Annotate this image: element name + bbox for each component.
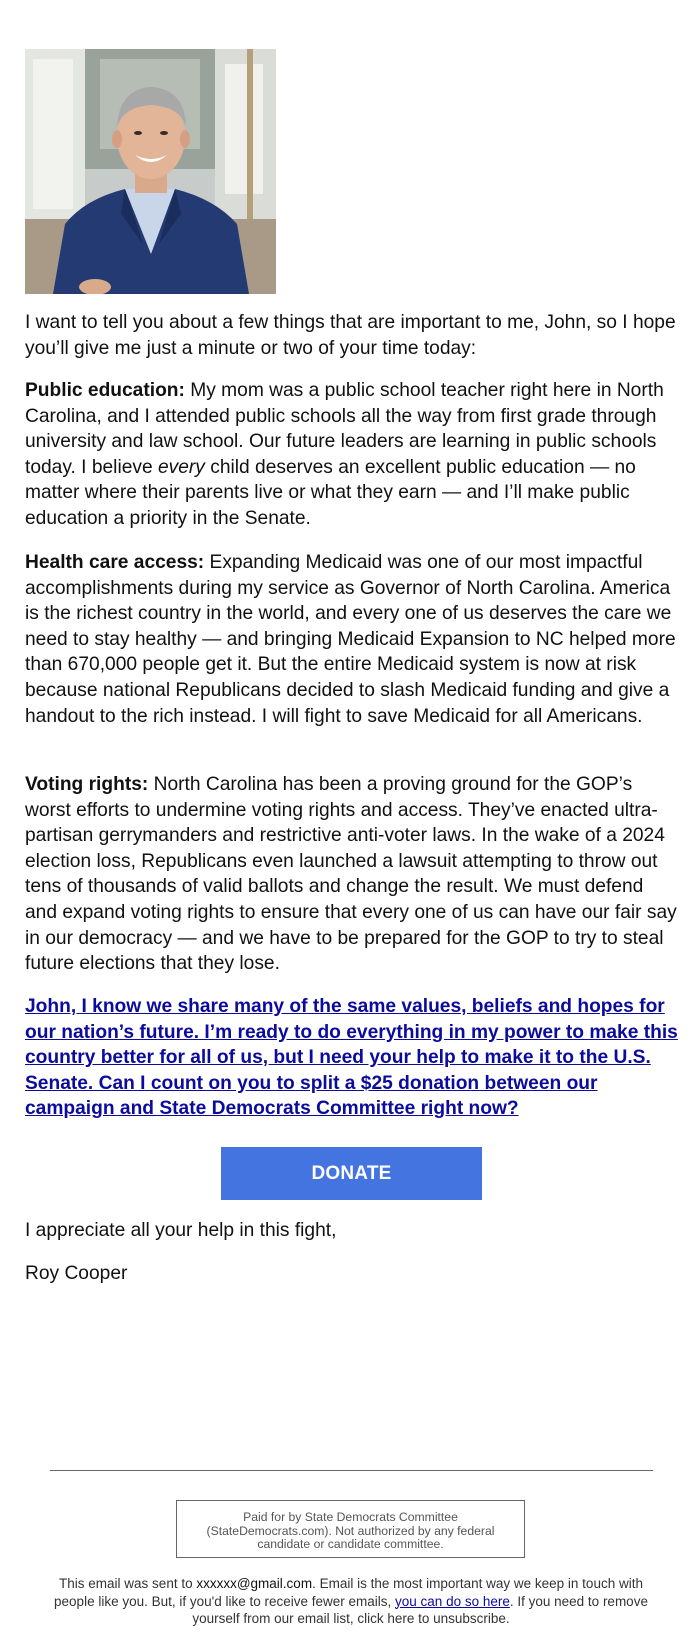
health-heading: Health care access: bbox=[25, 552, 205, 573]
footer-sent-prefix: This email was sent to bbox=[59, 1576, 197, 1591]
education-emphasis: every bbox=[157, 456, 205, 478]
education-text-after: child deserves an excellent public education — no matter where their parents live or what they earn — and I’ll make public education a priority in the Senate. bbox=[25, 456, 636, 529]
recipient-email: xxxxxx@gmail.com bbox=[196, 1576, 313, 1591]
signature: Roy Cooper bbox=[25, 1263, 128, 1284]
footer-sent-suffix: . If you need to remove yourself from our email list, click here to unsubscribe. bbox=[192, 1593, 648, 1626]
education-heading: Public education: bbox=[25, 380, 185, 401]
intro-text: I want to tell you about a few things that are important to me, John, so I hope you’ll give me just a minute or two of your time today: bbox=[25, 312, 676, 359]
portrait-illustration bbox=[25, 49, 276, 294]
fewer-emails-link[interactable]: you can do so here bbox=[395, 1593, 510, 1609]
ask-paragraph bbox=[25, 994, 680, 1122]
portrait-photo bbox=[25, 49, 276, 294]
appreciation-text: I appreciate all your help in this fight, bbox=[25, 1220, 337, 1241]
donation-ask-link[interactable]: John, I know we share many of the same values, beliefs and hopes for our nation’s future. I’m ready to do everything in my power to make this country better for all of us, but I need your help to make it to the U.S. Senate. Can I count on you to split a $25 donation between our campaign and State Democrats Committee right now? bbox=[25, 996, 678, 1120]
footer-notice bbox=[48, 1575, 654, 1628]
footer-divider bbox=[50, 1470, 653, 1471]
education-paragraph bbox=[25, 378, 680, 532]
health-paragraph bbox=[25, 550, 680, 729]
footer-sent-middle: . Email is the most important way we keep in touch with people like you. But, if you'd like to receive fewer emails, bbox=[54, 1576, 643, 1609]
education-text-before: My mom was a public school teacher right here in North Carolina, and I attended public schools all the way from first grade through university and law school. Our future leaders are learning in public schools today. I believe bbox=[25, 380, 664, 478]
paid-for-disclaimer bbox=[176, 1500, 525, 1558]
voting-heading: Voting rights: bbox=[25, 774, 149, 795]
donate-button[interactable]: DONATE bbox=[221, 1147, 482, 1200]
paid-for-text: Paid for by State Democrats Committee (StateDemocrats.com). Not authorized by any federal candidate or candidate committee. bbox=[206, 1510, 495, 1551]
voting-text: North Carolina has been a proving ground for the GOP’s worst efforts to undermine voting rights and access. They’ve enacted ultra-partisan gerrymanders and restrictive anti-voter laws. In the wake of a 2024 election loss, Republicans even launched a lawsuit attempting to throw out tens of thousands of valid ballots and change the result. We must defend and expand voting rights to ensure that every one of us can have our fair say in our democracy — and we have to be prepared for the GOP to try to steal future elections that they lose. bbox=[25, 774, 677, 975]
voting-paragraph bbox=[25, 772, 680, 977]
intro-paragraph bbox=[25, 310, 680, 361]
health-text: Expanding Medicaid was one of our most impactful accomplishments during my service as Governor of North Carolina. America is the richest country in the world, and every one of us deserves the care we need to stay healthy — and bringing Medicaid Expansion to NC helped more than 670,000 people get it. But the entire Medicaid system is now at risk because national Republicans decided to slash Medicaid funding and give a handout to the rich instead. I will fight to save Medicaid for all Americans. bbox=[25, 552, 676, 727]
